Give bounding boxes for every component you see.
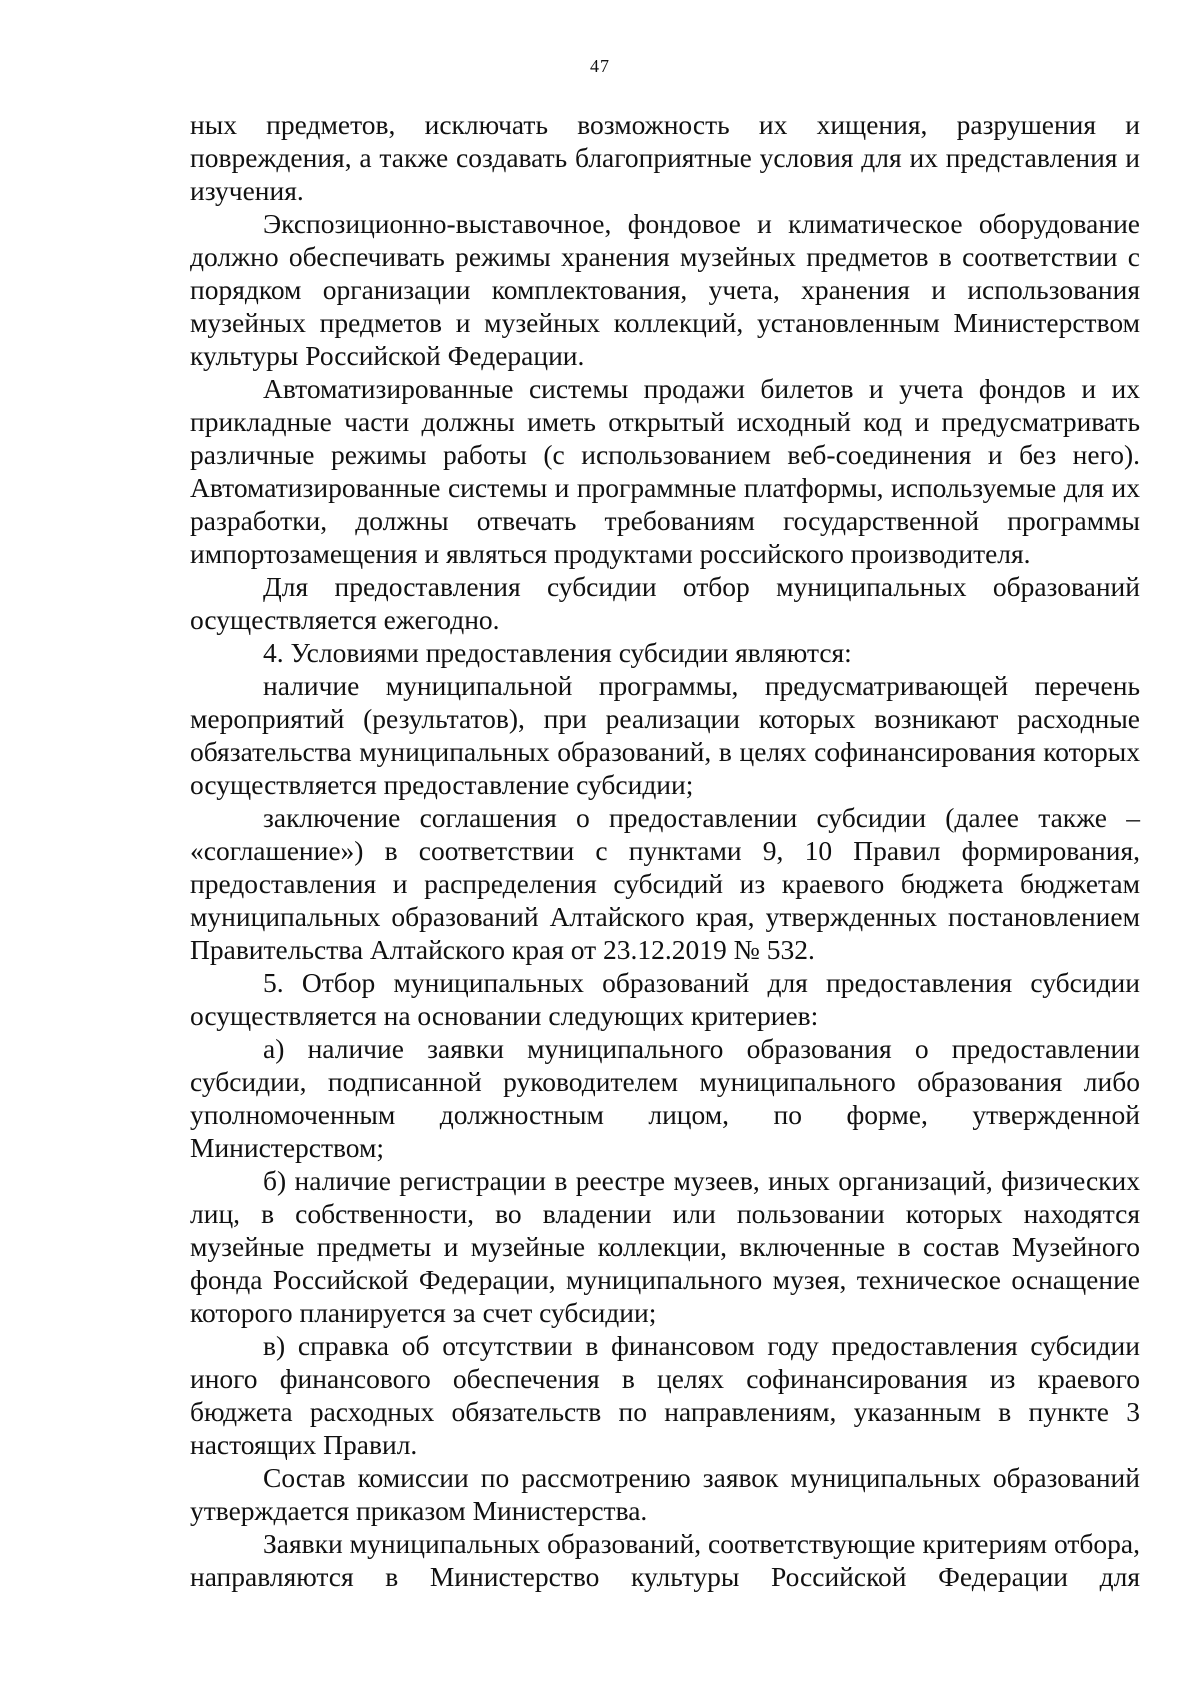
paragraph-automated-systems: Автоматизированные системы продажи билетов и учета фондов и их прикладные части должны иметь открытый исходный код и предусматривать различные режимы работы (с использованием веб-соединения и без него). Автоматизированные системы и программные платформы, используемые для их разработки, должны отвечать требованиям государственной программы импортозамещения и являться продуктами российского производителя. — [190, 373, 1140, 569]
paragraph-continuation: ных предметов, исключать возможность их хищения, разрушения и повреждения, а также создавать благоприятные условия для их представления и изучения. — [190, 109, 1140, 206]
paragraph-item-5-heading: 5. Отбор муниципальных образований для предоставления субсидии осуществляется на основании следующих критериев: — [190, 967, 1140, 1031]
paragraph-equipment: Экспозиционно-выставочное, фондовое и климатическое оборудование должно обеспечивать режимы хранения музейных предметов в соответствии с порядком организации комплектования, учета, хранения и использования музейных предметов и музейных коллекций, установленным Министерством культуры Российской Федерации. — [190, 208, 1140, 371]
paragraph-applications: Заявки муниципальных образований, соответствующие критериям отбора, направляются в Министерство культуры Российской Федерации для — [190, 1528, 1140, 1592]
document-body — [190, 108, 1140, 1593]
paragraph-commission: Состав комиссии по рассмотрению заявок муниципальных образований утверждается приказом Министерства. — [190, 1462, 1140, 1526]
page-number: 47 — [590, 56, 610, 76]
paragraph-criterion-b: б) наличие регистрации в реестре музеев, иных организаций, физических лиц, в собственности, во владении или пользовании которых находятся музейные предметы и музейные коллекции, включенные в состав Музейного фонда Российской Федерации, муниципального музея, техническое оснащение которого планируется за счет субсидии; — [190, 1165, 1140, 1328]
paragraph-condition-agreement: заключение соглашения о предоставлении субсидии (далее также – «соглашение») в соответствии с пунктами 9, 10 Правил формирования, предоставления и распределения субсидий из краевого бюджета бюджетам муниципальных образований Алтайского края, утвержденных постановлением Правительства Алтайского края от 23.12.2019 № 532. — [190, 802, 1140, 965]
paragraph-criterion-v: в) справка об отсутствии в финансовом году предоставления субсидии иного финансового обеспечения в целях софинансирования из краевого бюджета расходных обязательств по направлениям, указанным в пункте 3 настоящих Правил. — [190, 1330, 1140, 1460]
paragraph-criterion-a: а) наличие заявки муниципального образования о предоставлении субсидии, подписанной руководителем муниципального образования либо уполномоченным должностным лицом, по форме, утвержденной Министерством; — [190, 1033, 1140, 1163]
paragraph-annual-selection: Для предоставления субсидии отбор муниципальных образований осуществляется ежегодно. — [190, 571, 1140, 635]
paragraph-condition-program: наличие муниципальной программы, предусматривающей перечень мероприятий (результатов), при реализации которых возникают расходные обязательства муниципальных образований, в целях софинансирования которых осуществляется предоставление субсидии; — [190, 670, 1140, 800]
paragraph-item-4-heading: 4. Условиями предоставления субсидии являются: — [263, 637, 852, 668]
